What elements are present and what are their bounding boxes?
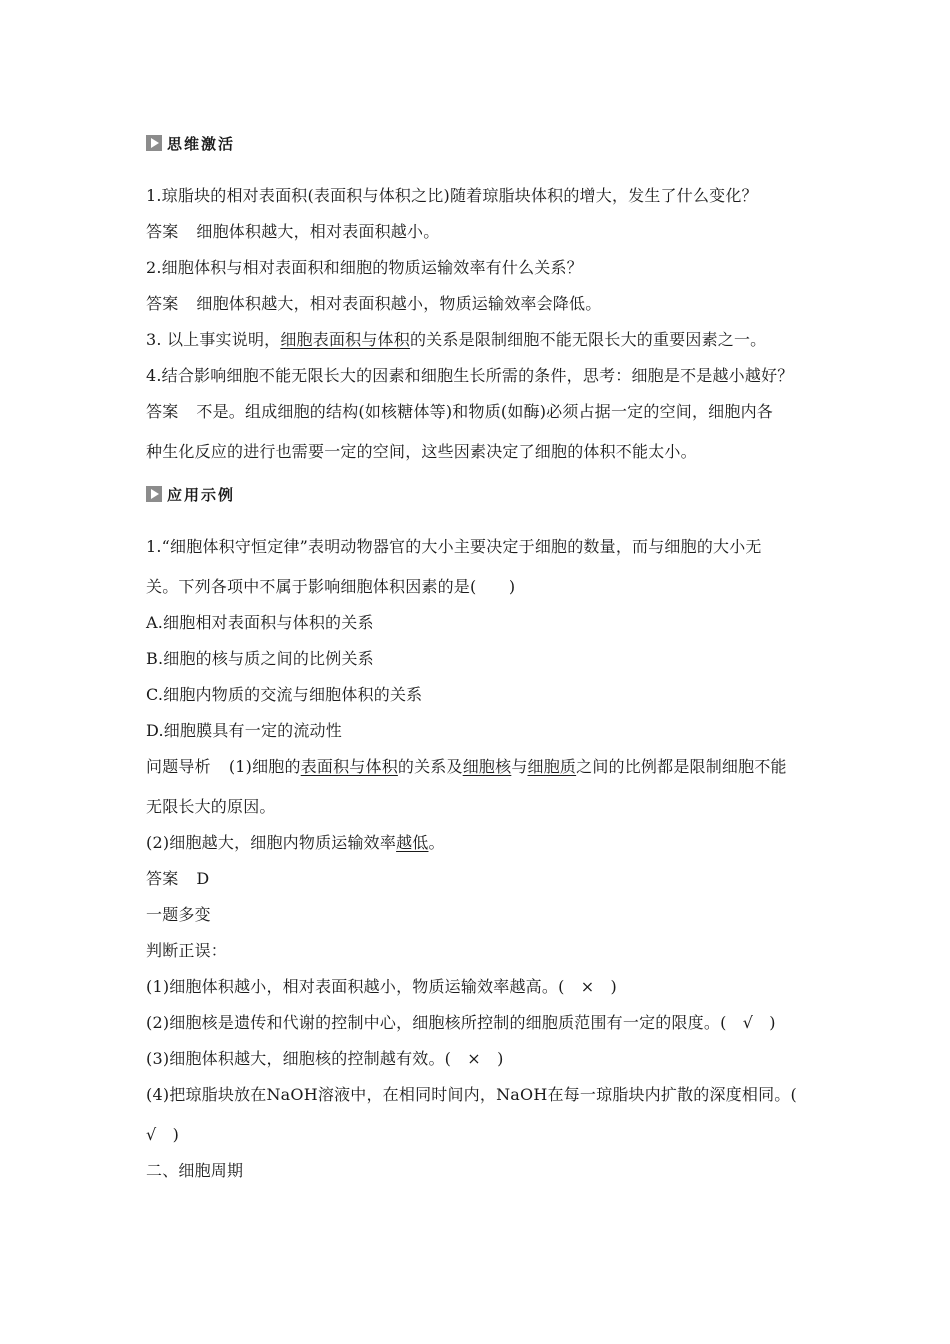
option-c: C.细胞内物质的交流与细胞体积的关系 (146, 685, 423, 704)
answer-1 (146, 222, 439, 242)
play-arrow-icon (146, 486, 162, 502)
question-1: 1.琼脂块的相对表面积(表面积与体积之比)随着琼脂块体积的增大，发生了什么变化？ (146, 186, 758, 205)
judge-item-2: (2)细胞核是遗传和代谢的控制中心，细胞核所控制的细胞质范围有一定的限度。( √ ) (146, 1013, 776, 1032)
answer-4-line-2: 种生化反应的进行也需要一定的空间，这些因素决定了细胞的体积不能太小。 (146, 442, 697, 461)
judge-item-4-line-1: (4)把琼脂块放在NaOH溶液中，在相同时间内，NaOH在每一琼脂块内扩散的深度相同。( (146, 1085, 797, 1104)
guide-line-2: 无限长大的原因。 (146, 797, 276, 816)
text: 的关系及 (397, 757, 463, 776)
guide-line-1 (146, 757, 787, 777)
example-question-line-1: 1.“细胞体积守恒定律”表明动物器官的大小主要决定于细胞的数量，而与细胞的大小无 (146, 537, 762, 556)
answer-label: 答案 (146, 402, 179, 421)
example-question-line-2: 关。下列各项中不属于影响细胞体积因素的是( ) (146, 577, 516, 596)
answer-2 (146, 294, 601, 314)
option-b: B.细胞的核与质之间的比例关系 (146, 649, 374, 668)
text: 3. 以上事实说明， (146, 330, 281, 349)
text: 之间的比例都是限制细胞不能 (576, 757, 787, 776)
judge-item-4-line-2: √ ) (146, 1125, 180, 1144)
question-2: 2.细胞体积与相对表面积和细胞的物质运输效率有什么关系？ (146, 258, 583, 277)
next-section-heading: 二、细胞周期 (146, 1161, 244, 1180)
answer-label: 答案 (146, 294, 179, 313)
text: 的关系是限制细胞不能无限长大的重要因素之一。 (409, 330, 767, 349)
guide-label: 问题导析 (146, 757, 211, 776)
answer-label: 答案 (146, 222, 179, 241)
judge-item-3: (3)细胞体积越大，细胞核的控制越有效。( × ) (146, 1049, 504, 1068)
section-title: 应用示例 (167, 485, 236, 504)
answer-text: 细胞体积越大，相对表面积越小，物质运输效率会降低。 (196, 294, 602, 313)
option-d: D.细胞膜具有一定的流动性 (146, 721, 342, 740)
section-title: 思维激活 (167, 134, 236, 153)
guide-line-3 (146, 833, 445, 853)
underlined-answer: 细胞表面积与体积 (280, 330, 410, 349)
judge-heading: 判断正误： (146, 941, 228, 960)
text: 与 (511, 757, 528, 776)
answer-4-line-1 (146, 402, 773, 422)
variant-heading: 一题多变 (146, 905, 211, 924)
option-a: A.细胞相对表面积与体积的关系 (146, 613, 374, 632)
play-arrow-icon (146, 135, 162, 151)
example-answer (146, 869, 209, 889)
section-header-example (146, 485, 235, 503)
section-header-thinking (146, 134, 235, 152)
answer-text: D (196, 869, 210, 888)
answer-label: 答案 (146, 869, 179, 888)
underlined-answer: 表面积与体积 (300, 757, 398, 776)
answer-text: 细胞体积越大，相对表面积越小。 (196, 222, 440, 241)
text: (2)细胞越大，细胞内物质运输效率 (146, 833, 397, 852)
text: (1)细胞的 (228, 757, 301, 776)
underlined-answer: 细胞质 (527, 757, 577, 776)
underlined-answer: 越低 (396, 833, 429, 852)
question-3 (146, 330, 766, 350)
judge-item-1: (1)细胞体积越小，相对表面积越小，物质运输效率越高。( × ) (146, 977, 617, 996)
question-4: 4.结合影响细胞不能无限长大的因素和细胞生长所需的条件，思考：细胞是不是越小越好？ (146, 366, 794, 385)
underlined-answer: 细胞核 (462, 757, 512, 776)
text: 。 (428, 833, 445, 852)
answer-text: 不是。组成细胞的结构(如核糖体等)和物质(如酶)必须占据一定的空间，细胞内各 (196, 402, 773, 421)
